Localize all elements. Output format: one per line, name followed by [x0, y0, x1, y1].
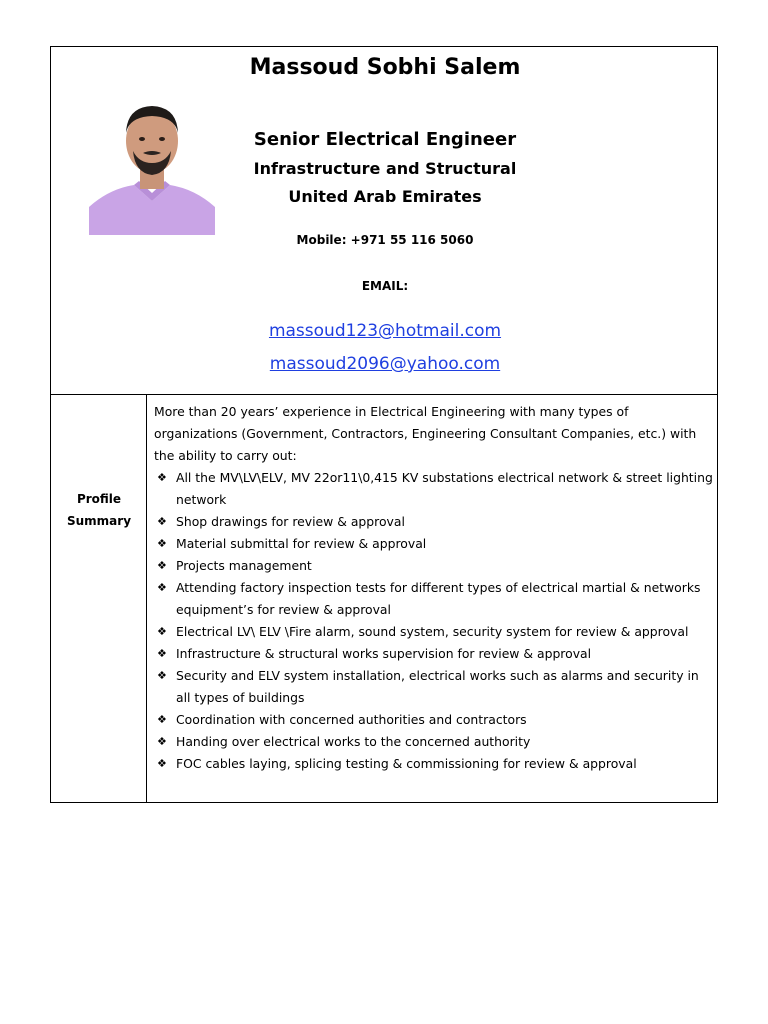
profile-summary-intro: More than 20 years’ experience in Electrical Engineering with many types of organizations (Government, Contractors, Engineering Consultant Companies, etc.) with the ability to carry out: — [154, 404, 697, 463]
diamond-bullet-icon: ❖ — [157, 537, 167, 550]
list-item-text: Security and ELV system installation, electrical works such as alarms and security in all types of buildings — [176, 668, 699, 705]
list-item — [154, 709, 714, 731]
profile-summary-label-line1: Profile — [76, 492, 122, 506]
list-item-text: Projects management — [176, 558, 312, 573]
list-item — [154, 577, 714, 621]
diamond-bullet-icon: ❖ — [157, 581, 167, 594]
diamond-bullet-icon: ❖ — [157, 559, 167, 572]
diamond-bullet-icon: ❖ — [157, 647, 167, 660]
candidate-name: Massoud Sobhi Salem — [249, 55, 521, 80]
list-item-text: Material submittal for review & approval — [176, 536, 427, 551]
list-item — [154, 511, 714, 533]
list-item — [154, 467, 714, 511]
diamond-bullet-icon: ❖ — [157, 515, 167, 528]
list-item-text: Electrical LV\ ELV \Fire alarm, sound system, security system for review & approval — [176, 624, 689, 639]
profile-summary-table — [50, 395, 718, 803]
list-item-text: FOC cables laying, splicing testing & commissioning for review & approval — [176, 756, 637, 771]
list-item — [154, 643, 714, 665]
mobile-number: Mobile: +971 55 116 5060 — [296, 233, 474, 247]
list-item-text: Attending factory inspection tests for different types of electrical martial & networks equipment’s for review & approval — [176, 580, 701, 617]
list-item-text: Shop drawings for review & approval — [176, 514, 405, 529]
diamond-bullet-icon: ❖ — [157, 735, 167, 748]
job-location: United Arab Emirates — [288, 187, 482, 206]
list-item — [154, 753, 714, 775]
diamond-bullet-icon: ❖ — [157, 471, 167, 484]
skills-list — [154, 467, 714, 775]
email-label: EMAIL: — [361, 279, 409, 293]
profile-summary-label — [51, 488, 147, 532]
list-item — [154, 621, 714, 643]
job-title: Senior Electrical Engineer — [253, 129, 517, 150]
profile-summary-content — [154, 401, 714, 775]
list-item-text: Coordination with concerned authorities and contractors — [176, 712, 527, 727]
list-item — [154, 555, 714, 577]
list-item — [154, 731, 714, 753]
profile-summary-label-cell — [51, 395, 147, 802]
diamond-bullet-icon: ❖ — [157, 757, 167, 770]
header-section — [50, 46, 718, 395]
list-item-text: Infrastructure & structural works supervision for review & approval — [176, 646, 592, 661]
diamond-bullet-icon: ❖ — [157, 713, 167, 726]
job-field: Infrastructure and Structural — [253, 159, 517, 178]
email-link-yahoo[interactable]: massoud2096@yahoo.com — [269, 354, 501, 374]
email-link-hotmail[interactable]: massoud123@hotmail.com — [268, 321, 502, 341]
list-item-text: Handing over electrical works to the concerned authority — [176, 734, 531, 749]
list-item-text: All the MV\LV\ELV, MV 22or11\0,415 KV substations electrical network & street lighting network — [176, 470, 713, 507]
profile-summary-label-line2: Summary — [66, 514, 132, 528]
list-item — [154, 533, 714, 555]
diamond-bullet-icon: ❖ — [157, 625, 167, 638]
diamond-bullet-icon: ❖ — [157, 669, 167, 682]
list-item — [154, 665, 714, 709]
